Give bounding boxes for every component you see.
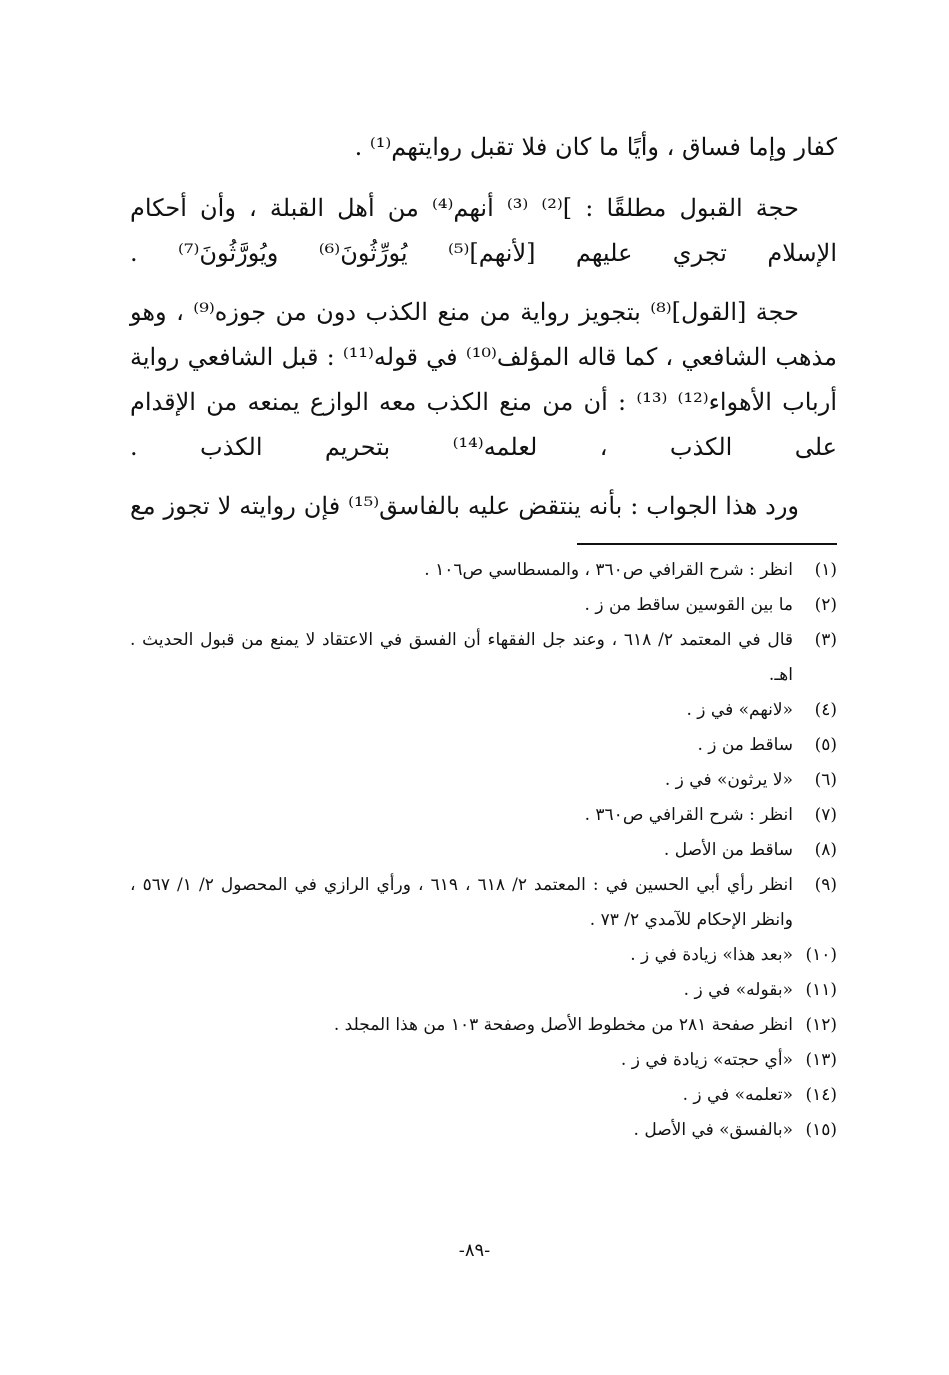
footnote-text: «أي حجته» زيادة في ز . — [620, 1050, 793, 1070]
footnote-number: (٣) — [814, 630, 837, 650]
footnote — [130, 1113, 837, 1148]
paragraph: ورد هذا الجواب : بأنه ينتقض عليه بالفاسق⁽¹⁵⁾ فإن روايته لا تجوز مع — [130, 492, 799, 520]
footnote — [130, 798, 837, 833]
footnote-number: (٤) — [814, 700, 837, 720]
footnote — [130, 728, 837, 763]
footnote-text: «لا يرثون» في ز . — [664, 770, 793, 790]
footnote-text: انظر رأي أبي الحسين في : المعتمد ٢/ ٦١٨ ، ٦١٩ ، ورأي الرازي في المحصول ٢/ ١/ ٥٦٧ ، وانظر الإحكام للآمدي ٢/ ٧٣ . — [130, 875, 794, 930]
paragraph: حجة القبول مطلقًا : ]⁽²⁾ ⁽³⁾ أنهم⁽⁴⁾ من أهل القبلة ، وأن أحكام الإسلام تجري عليهم [لأنهم]⁽⁵⁾ يُورِّثُونَ⁽⁶⁾ ويُورَّثُونَ⁽⁷⁾ . — [130, 194, 838, 267]
footnote — [130, 763, 837, 798]
footnote-text: انظر صفحة ٢٨١ من مخطوط الأصل وصفحة ١٠٣ من هذا المجلد . — [333, 1015, 793, 1035]
footnote-text: انظر : شرح القرافي ص٣٦٠ . — [584, 805, 793, 825]
paragraph: كفار وإما فساق ، وأيًا ما كان فلا تقبل روايتهم⁽¹⁾ . — [354, 133, 837, 161]
footnote-text: قال في المعتمد ٢/ ٦١٨ ، وعند جل الفقهاء أن الفسق في الاعتقاد لا يمنع من قبول الحديث . اهـ. — [130, 630, 793, 685]
footnote — [130, 693, 837, 728]
footnote-number: (١٤) — [805, 1085, 837, 1105]
footnote-text: «لانهم» في ز . — [686, 700, 793, 720]
page-body — [130, 125, 837, 1148]
footnote-text: «بقوله» في ز . — [683, 980, 793, 1000]
footnote — [130, 588, 837, 623]
footnote-number: (١٣) — [805, 1050, 837, 1070]
footnote-number: (١) — [814, 560, 837, 580]
footnote-divider — [577, 543, 837, 545]
footnote-number: (٥) — [814, 735, 837, 755]
footnote — [130, 1078, 837, 1113]
footnote-number: (١٠) — [805, 945, 837, 965]
footnotes — [130, 553, 837, 1148]
footnote — [130, 973, 837, 1008]
footnote-text: انظر : شرح القرافي ص٣٦٠ ، والمسطاسي ص١٠٦ . — [424, 560, 793, 580]
page-number: -٨٩- — [458, 1240, 491, 1261]
main-text — [130, 125, 837, 529]
footnote-number: (١٢) — [805, 1015, 837, 1035]
footnote — [130, 1043, 837, 1078]
footnote-number: (٧) — [814, 805, 837, 825]
footnote-text: «بالفسق» في الأصل . — [633, 1120, 793, 1140]
footnote — [130, 623, 837, 693]
footnote-number: (٢) — [814, 595, 837, 615]
footnote — [130, 868, 837, 938]
footnote-text: ساقط من الأصل . — [663, 840, 793, 860]
footnote — [130, 553, 837, 588]
footnote-number: (٦) — [814, 770, 837, 790]
footnote-text: ساقط من ز . — [697, 735, 793, 755]
footnote-number: (١٥) — [805, 1120, 837, 1140]
footnote — [130, 1008, 837, 1043]
footnote-text: «بعد هذا» زيادة في ز . — [630, 945, 793, 965]
footnote-number: (٩) — [814, 875, 837, 895]
footnote-text: «تعلمه» في ز . — [682, 1085, 793, 1105]
footnote-text: ما بين القوسين ساقط من ز . — [584, 595, 793, 615]
paragraph: حجة [القول]⁽⁸⁾ بتجويز رواية من منع الكذب دون من جوزه⁽⁹⁾ ، وهو مذهب الشافعي ، كما قاله المؤلف⁽¹⁰⁾ في قوله⁽¹¹⁾ : قبل الشافعي رواية أرباب الأهواء⁽¹²⁾ ⁽¹³⁾ : أن من منع الكذب معه الوازع يمنعه من الإقدام على الكذب ، لعلمه⁽¹⁴⁾ بتحريم الكذب . — [130, 298, 837, 461]
footnote-number: (١١) — [805, 980, 837, 1000]
footnote-number: (٨) — [814, 840, 837, 860]
footnote — [130, 938, 837, 973]
footnote — [130, 833, 837, 868]
